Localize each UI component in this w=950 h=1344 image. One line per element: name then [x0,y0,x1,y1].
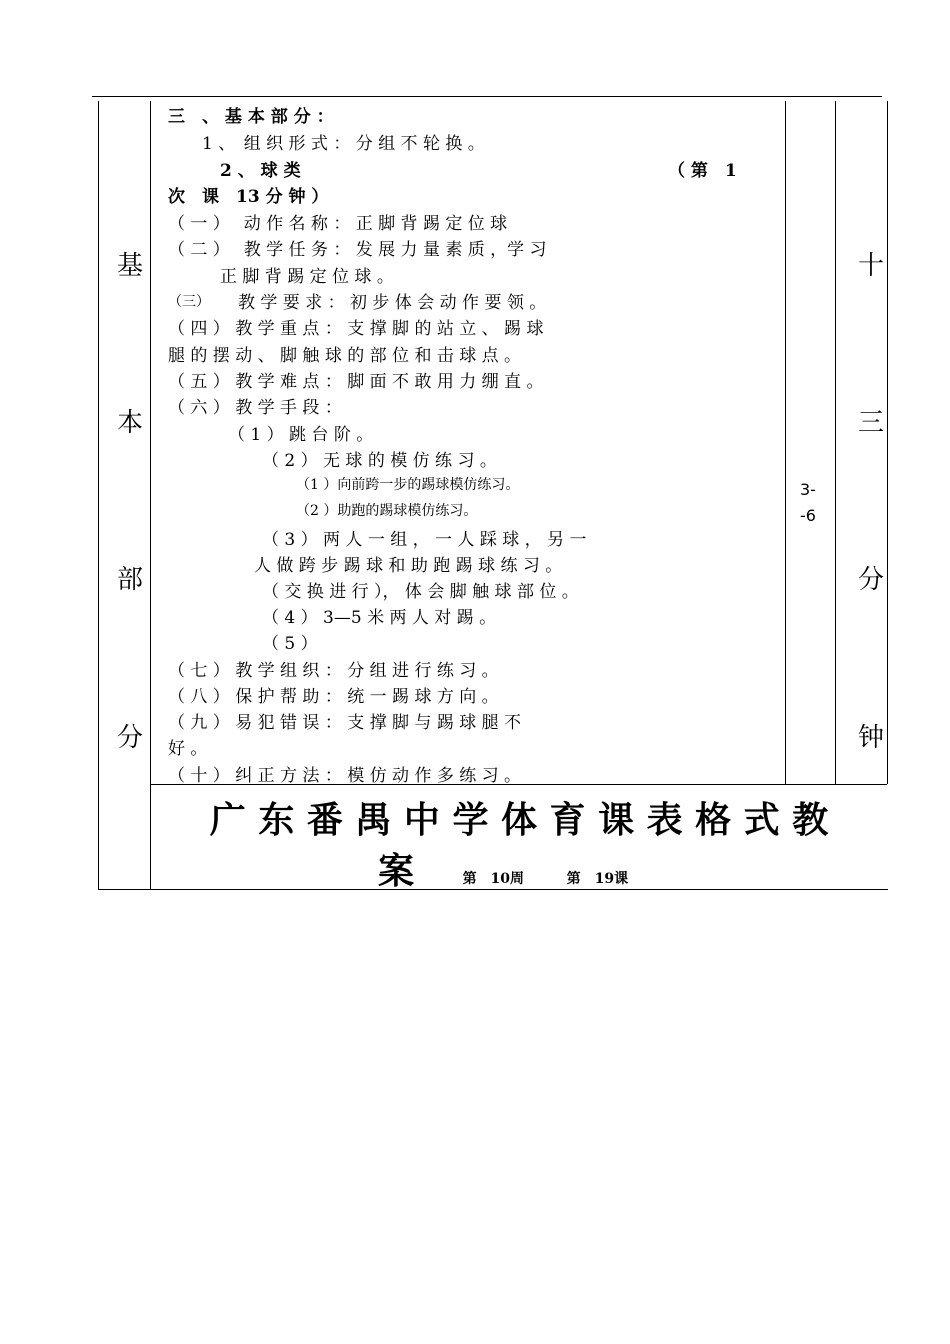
side-label-char: 基 [116,251,143,281]
document-title-end [378,843,858,894]
content-line: 2 、 球 类 [220,161,301,181]
content-line: （ 六 ） 教 学 手 段 ： [168,398,342,418]
content-line: （三） [168,294,210,310]
table-divider-side [150,101,151,890]
side-label-char: 本 [116,408,143,438]
table-border-left [98,101,99,890]
duration-label-char: 十 [857,251,884,281]
content-line: （ 第 1 [668,161,737,181]
content-line: （2 ）助跑的踢球模仿练习。 [296,503,478,519]
content-line: （ 一 ） 动 作 名 称 ： 正 脚 背 踢 定 位 球 [168,214,508,234]
time-range-end: -6 [800,506,816,525]
content-line: 教 学 要 求 ： 初 步 体 会 动 作 要 领 。 [238,293,547,313]
content-line: （ 七 ） 教 学 组 织 ： 分 组 进 行 练 习 。 [168,661,499,681]
duration-label-char: 分 [857,565,884,595]
content-line: 好 。 [168,739,208,759]
time-range-start: 3- [800,480,816,499]
side-label-char: 部 [116,565,143,595]
content-line: （ 1 ） 跳 台 阶 。 [228,425,374,445]
content-line: （ 八 ） 保 护 帮 助 ： 统 一 踢 球 方 向 。 [168,687,499,707]
side-label-char: 分 [116,723,143,753]
content-line: （ 十 ） 纠 正 方 法 ： 模 仿 动 作 多 练 习 。 [168,766,522,786]
content-line: （ 四 ） 教 学 重 点 ： 支 撑 脚 的 站 立 、 踢 球 [168,319,544,339]
content-line: （ 2 ） 无 球 的 模 仿 练 习 。 [262,451,497,471]
content-line: 次 课 13 分 钟 ） [168,187,329,207]
week-label: 第 10周 [462,871,525,887]
content-line: 正 脚 背 踢 定 位 球 。 [220,267,394,287]
content-line: （ 3 ） 两 人 一 组 ， 一 人 踩 球 ， 另 一 [262,530,587,550]
content-line: （ 5 ） [262,634,318,654]
duration-label-char: 三 [857,408,884,438]
content-line: （ 二 ） 教 学 任 务 ： 发 展 力 量 素 质 ，学 习 [168,240,547,260]
content-line: 1 、 组 织 形 式 ： 分 组 不 轮 换 。 [202,134,485,154]
content-line: 腿 的 摆 动 、 脚 触 球 的 部 位 和 击 球 点 。 [168,346,522,366]
table-border-right [887,101,888,784]
content-line: （ 4 ） 3—5 米 两 人 对 踢 。 [262,608,497,628]
document-title: 广 东 番 禺 中 学 体 育 课 表 格 式 教 [209,799,829,841]
content-line: （ 五 ） 教 学 难 点 ： 脚 面 不 敢 用 力 绷 直 。 [168,372,544,392]
content-line: （1 ）向前跨一步的踢球模仿练习。 [296,477,520,493]
section-heading: 三 、 基 本 部 分 ： [168,107,334,127]
table-divider-duration [835,101,836,784]
table-divider-time [785,101,786,784]
top-rule [92,96,882,97]
duration-label-char: 钟 [857,723,884,753]
content-line: （ 交 换 进 行 ）， 体 会 脚 触 球 部 位 。 [262,582,579,602]
content-line: （ 九 ） 易 犯 错 误 ： 支 撑 脚 与 踢 球 腿 不 [168,713,522,733]
content-line: 人 做 跨 步 踢 球 和 助 跑 踢 球 练 习 。 [254,556,563,576]
lesson-label: 第 19课 [566,871,629,887]
document-title-tail: 案 [378,850,415,892]
